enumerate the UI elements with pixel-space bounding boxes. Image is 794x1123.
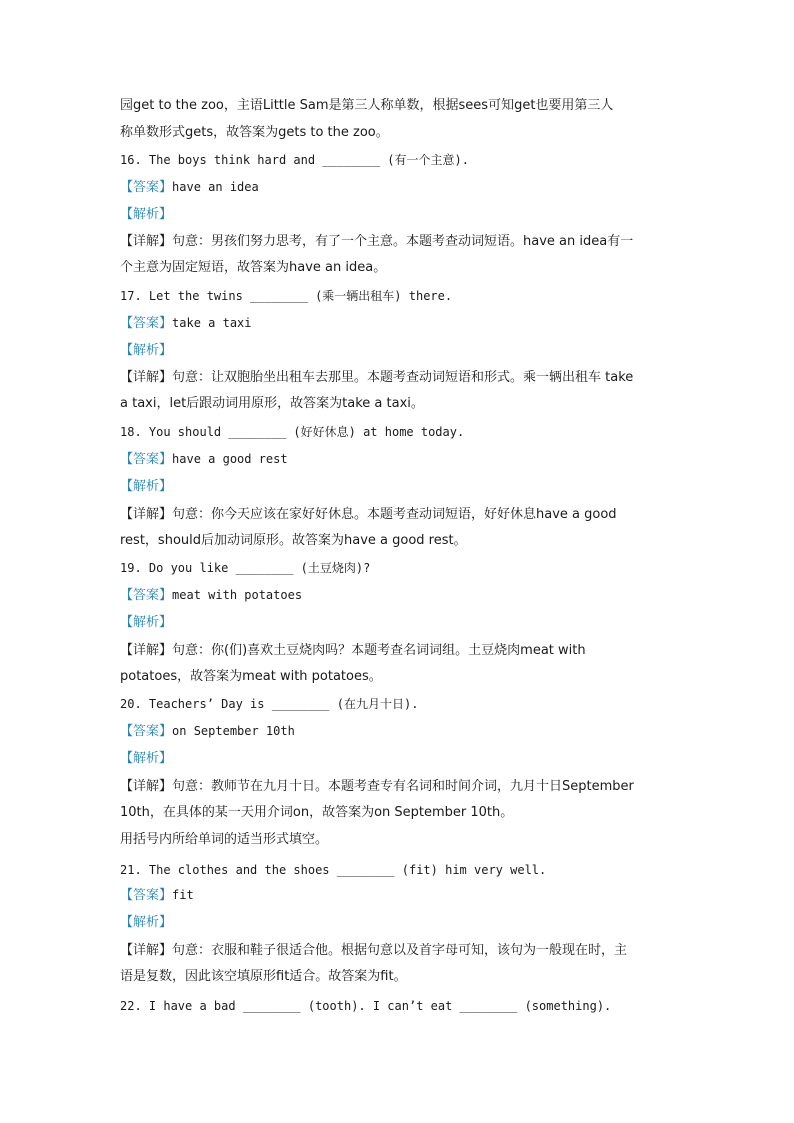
detail-text: 句意：你今天应该在家好好休息。本题考查动词短语，好好休息have a good: [172, 507, 617, 522]
detail-text: 句意：教师节在九月十日。本题考查专有名词和时间介词，九月十日September: [172, 779, 634, 794]
answer-text: have a good rest: [172, 452, 288, 466]
analysis-tag: 【解析】: [120, 751, 173, 766]
analysis-tag: 【解析】: [120, 915, 173, 930]
detail-tag: 【详解】: [120, 507, 173, 522]
question-18: 18. You should ________ (好好休息) at home today.: [120, 425, 465, 439]
answer-tag: 【答案】: [120, 180, 173, 195]
answer-tag: 【答案】: [120, 452, 173, 467]
detail-tag: 【详解】: [120, 943, 173, 958]
detail-text: 句意：让双胞胎坐出租车去那里。本题考查动词短语和形式。乘一辆出租车 take: [172, 370, 634, 385]
question-22: 22. I have a bad ________ (tooth). I can’t eat ________ (something).: [120, 999, 612, 1013]
answer-line: [120, 313, 252, 333]
analysis-line: [120, 912, 172, 932]
question-21: 21. The clothes and the shoes ________ (fit) him very well.: [120, 863, 547, 877]
answer-line: [120, 449, 288, 469]
answer-text: meat with potatoes: [172, 588, 303, 602]
detail-line: [120, 367, 633, 387]
text-line: 语是复数，因此该空填原形fit适合。故答案为fit。: [120, 969, 407, 984]
answer-text: take a taxi: [172, 316, 252, 330]
detail-tag: 【详解】: [120, 643, 173, 658]
text-line: 10th，在具体的某一天用介词on，故答案为on September 10th。: [120, 805, 514, 820]
answer-tag: 【答案】: [120, 888, 173, 903]
answer-tag: 【答案】: [120, 724, 173, 739]
analysis-line: [120, 748, 172, 768]
detail-line: [120, 776, 634, 796]
question-17: 17. Let the twins ________ (乘一辆出租车) there.: [120, 289, 453, 303]
detail-text: 句意：衣服和鞋子很适合他。根据句意以及首字母可知，该句为一般现在时，主: [172, 943, 628, 958]
answer-text: have an idea: [172, 180, 259, 194]
detail-line: [120, 940, 627, 960]
text-line: 称单数形式gets，故答案为gets to the zoo。: [120, 125, 389, 140]
text-line: a taxi，let后跟动词用原形，故答案为take a taxi。: [120, 396, 424, 411]
detail-text: 句意：男孩们努力思考，有了一个主意。本题考查动词短语。have an idea有一: [172, 234, 634, 249]
detail-tag: 【详解】: [120, 370, 173, 385]
answer-line: [120, 585, 302, 605]
text-line: 个主意为固定短语，故答案为have an idea。: [120, 260, 387, 275]
text-line: 园get to the zoo，主语Little Sam是第三人称单数，根据sees可知get也要用第三人: [120, 98, 614, 113]
detail-line: [120, 504, 617, 524]
detail-tag: 【详解】: [120, 779, 173, 794]
analysis-tag: 【解析】: [120, 207, 173, 222]
question-20: 20. Teachers’ Day is ________ (在九月十日).: [120, 697, 419, 711]
text-line: rest，should后加动词原形。故答案为have a good rest。: [120, 533, 467, 548]
detail-text: 句意：你(们)喜欢土豆烧肉吗？本题考查名词词组。土豆烧肉meat with: [172, 643, 586, 658]
analysis-tag: 【解析】: [120, 615, 173, 630]
answer-line: [120, 885, 194, 905]
analysis-tag: 【解析】: [120, 343, 173, 358]
answer-line: [120, 721, 295, 741]
answer-tag: 【答案】: [120, 316, 173, 331]
detail-line: [120, 231, 633, 251]
detail-tag: 【详解】: [120, 234, 173, 249]
text-line: potatoes，故答案为meat with potatoes。: [120, 669, 382, 684]
answer-line: [120, 177, 259, 197]
analysis-line: [120, 612, 172, 632]
detail-line: [120, 640, 586, 660]
answer-text: on September 10th: [172, 724, 295, 738]
section-instruction: 用括号内所给单词的适当形式填空。: [120, 832, 329, 847]
answer-tag: 【答案】: [120, 588, 173, 603]
analysis-line: [120, 476, 172, 496]
analysis-line: [120, 340, 172, 360]
question-19: 19. Do you like ________ (土豆烧肉)?: [120, 561, 371, 575]
answer-text: fit: [172, 888, 194, 902]
analysis-line: [120, 204, 172, 224]
question-16: 16. The boys think hard and ________ (有一个主意).: [120, 153, 469, 167]
analysis-tag: 【解析】: [120, 479, 173, 494]
